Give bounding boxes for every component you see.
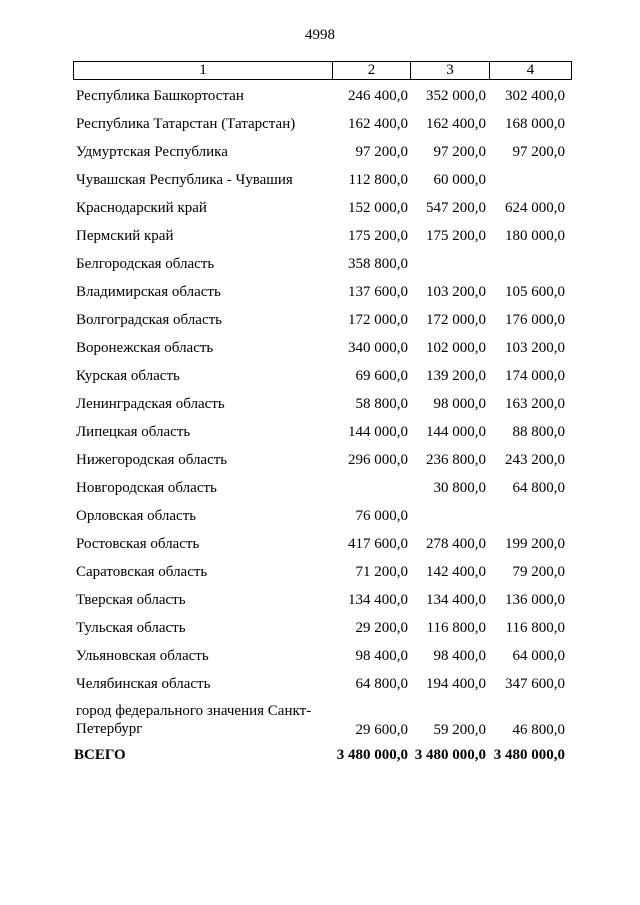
table-row: [0, 446, 640, 474]
value-col-4: 176 000,0: [505, 312, 565, 328]
value-col-2: 246 400,0: [348, 88, 408, 104]
region-name: Волгоградская область: [76, 312, 222, 328]
data-rows: [0, 82, 640, 766]
region-name: Воронежская область: [76, 340, 214, 356]
value-col-2: 358 800,0: [348, 256, 408, 272]
value-col-4: 46 800,0: [512, 722, 565, 738]
value-col-4: 136 000,0: [505, 592, 565, 608]
value-col-2: 69 600,0: [355, 368, 408, 384]
value-col-3: 102 000,0: [426, 340, 486, 356]
region-name: Тверская область: [76, 592, 186, 608]
table-row: [0, 222, 640, 250]
value-col-2: 417 600,0: [348, 536, 408, 552]
value-col-4: 103 200,0: [505, 340, 565, 356]
value-col-4: 168 000,0: [505, 116, 565, 132]
value-col-2: 296 000,0: [348, 452, 408, 468]
region-name: Краснодарский край: [76, 200, 207, 216]
value-col-4: 174 000,0: [505, 368, 565, 384]
column-header-row: [74, 62, 572, 80]
value-col-2: 29 200,0: [355, 620, 408, 636]
page-number: 4998: [305, 27, 335, 43]
column-header-4: 4: [490, 62, 572, 80]
value-col-4: 243 200,0: [505, 452, 565, 468]
value-col-2: 137 600,0: [348, 284, 408, 300]
value-col-2: 97 200,0: [355, 144, 408, 160]
value-col-2: 3 480 000,0: [336, 747, 408, 763]
value-col-3: 59 200,0: [433, 722, 486, 738]
value-col-2: 134 400,0: [348, 592, 408, 608]
value-col-2: 340 000,0: [348, 340, 408, 356]
region-name: Пермский край: [76, 228, 174, 244]
table-row: [0, 670, 640, 698]
value-col-4: 624 000,0: [505, 200, 565, 216]
region-name: Белгородская область: [76, 256, 215, 272]
value-col-3: 98 400,0: [433, 648, 486, 664]
region-name: город федерального значения Санкт-Петербург: [76, 703, 312, 737]
table-row: [0, 110, 640, 138]
region-name: Челябинская область: [76, 676, 211, 692]
value-col-3: 98 000,0: [433, 396, 486, 412]
table-row: [0, 334, 640, 362]
table-row: [0, 614, 640, 642]
region-name: Орловская область: [76, 508, 197, 524]
value-col-3: 547 200,0: [426, 200, 486, 216]
table-row: [0, 474, 640, 502]
region-name: Чувашская Республика - Чувашия: [76, 172, 293, 188]
region-name: Липецкая область: [76, 424, 191, 440]
region-name: Ростовская область: [76, 536, 200, 552]
value-col-3: 142 400,0: [426, 564, 486, 580]
value-col-3: 60 000,0: [433, 172, 486, 188]
table-row: [0, 250, 640, 278]
value-col-4: 347 600,0: [505, 676, 565, 692]
region-name: Республика Татарстан (Татарстан): [76, 116, 296, 132]
table-row: [0, 530, 640, 558]
total-row: [0, 744, 640, 766]
table-row: [0, 278, 640, 306]
table-row: [0, 586, 640, 614]
value-col-3: 236 800,0: [426, 452, 486, 468]
table-row: [0, 502, 640, 530]
region-name: Удмуртская Республика: [76, 144, 228, 160]
value-col-3: 278 400,0: [426, 536, 486, 552]
value-col-4: 79 200,0: [512, 564, 565, 580]
value-col-2: 152 000,0: [348, 200, 408, 216]
value-col-3: 116 800,0: [426, 620, 486, 636]
value-col-2: 172 000,0: [348, 312, 408, 328]
value-col-2: 76 000,0: [355, 508, 408, 524]
table-row: [0, 138, 640, 166]
table-row: [0, 390, 640, 418]
value-col-4: 97 200,0: [512, 144, 565, 160]
value-col-2: 98 400,0: [355, 648, 408, 664]
value-col-3: 175 200,0: [426, 228, 486, 244]
column-header-1: 1: [74, 62, 333, 80]
value-col-3: 194 400,0: [426, 676, 486, 692]
value-col-2: 71 200,0: [355, 564, 408, 580]
value-col-3: 352 000,0: [426, 88, 486, 104]
value-col-4: 180 000,0: [505, 228, 565, 244]
region-name: Ульяновская область: [76, 648, 209, 664]
value-col-4: 64 800,0: [512, 480, 565, 496]
column-header-table: [73, 61, 572, 80]
region-name: Республика Башкортостан: [76, 88, 244, 104]
region-name: Тульская область: [76, 620, 186, 636]
table-row: [0, 558, 640, 586]
region-name: Нижегородская область: [76, 452, 228, 468]
region-name: Новгородская область: [76, 480, 217, 496]
value-col-2: 112 800,0: [348, 172, 408, 188]
table-row: [0, 698, 640, 744]
value-col-4: 105 600,0: [505, 284, 565, 300]
table-row: [0, 362, 640, 390]
region-name: Курская область: [76, 368, 180, 384]
value-col-3: 172 000,0: [426, 312, 486, 328]
value-col-4: 3 480 000,0: [493, 747, 565, 763]
value-col-4: 163 200,0: [505, 396, 565, 412]
value-col-2: 144 000,0: [348, 424, 408, 440]
value-col-2: 29 600,0: [355, 722, 408, 738]
value-col-4: 199 200,0: [505, 536, 565, 552]
value-col-3: 139 200,0: [426, 368, 486, 384]
column-header-2: 2: [333, 62, 411, 80]
table-row: [0, 194, 640, 222]
value-col-4: 64 000,0: [512, 648, 565, 664]
table-row: [0, 306, 640, 334]
value-col-4: 116 800,0: [505, 620, 565, 636]
value-col-3: 144 000,0: [426, 424, 486, 440]
region-name: Владимирская область: [76, 284, 221, 300]
value-col-3: 30 800,0: [433, 480, 486, 496]
value-col-2: 64 800,0: [355, 676, 408, 692]
region-name: Ленинградская область: [76, 396, 225, 412]
value-col-2: 162 400,0: [348, 116, 408, 132]
table-row: [0, 166, 640, 194]
value-col-3: 134 400,0: [426, 592, 486, 608]
region-name: ВСЕГО: [74, 747, 126, 763]
value-col-3: 162 400,0: [426, 116, 486, 132]
table-row: [0, 82, 640, 110]
value-col-4: 302 400,0: [505, 88, 565, 104]
value-col-3: 97 200,0: [433, 144, 486, 160]
value-col-2: 175 200,0: [348, 228, 408, 244]
value-col-3: 103 200,0: [426, 284, 486, 300]
value-col-2: 58 800,0: [355, 396, 408, 412]
table-row: [0, 642, 640, 670]
value-col-4: 88 800,0: [512, 424, 565, 440]
table-row: [0, 418, 640, 446]
column-header-3: 3: [411, 62, 490, 80]
region-name: Саратовская область: [76, 564, 208, 580]
value-col-3: 3 480 000,0: [414, 747, 486, 763]
